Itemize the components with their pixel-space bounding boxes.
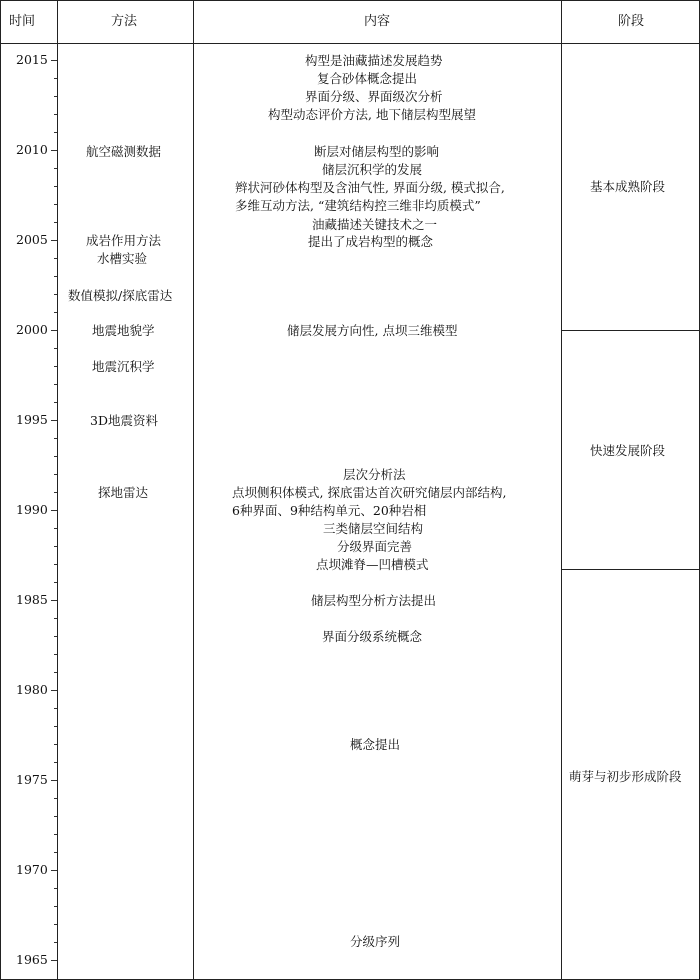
major-tick: [51, 690, 57, 691]
year-label: 1990: [16, 502, 48, 517]
minor-tick: [54, 114, 57, 115]
minor-tick: [54, 348, 57, 349]
content-item: 辫状河砂体构型及含油气性, 界面分级, 模式拟合,: [235, 180, 505, 195]
major-tick: [51, 960, 57, 961]
content-item: 概念提出: [350, 737, 401, 752]
major-tick: [51, 780, 57, 781]
content-item: 分级序列: [350, 934, 401, 949]
minor-tick: [54, 924, 57, 925]
minor-tick: [54, 168, 57, 169]
content-item: 分级界面完善: [337, 539, 413, 554]
minor-tick: [54, 546, 57, 547]
content-item: 储层发展方向性, 点坝三维模型: [287, 323, 458, 338]
minor-tick: [54, 456, 57, 457]
minor-tick: [54, 816, 57, 817]
method-item: 航空磁测数据: [86, 144, 162, 159]
minor-tick: [54, 186, 57, 187]
stage-label: 基本成熟阶段: [590, 179, 666, 194]
content-item: 复合砂体概念提出: [317, 71, 418, 86]
major-tick: [51, 60, 57, 61]
content-item: 油藏描述关键技术之一: [312, 217, 438, 232]
year-label: 1970: [16, 862, 48, 877]
method-item: 水槽实验: [97, 251, 148, 266]
major-tick: [51, 600, 57, 601]
content-item: 三类储层空间结构: [323, 521, 424, 536]
column-divider-content: [561, 0, 562, 980]
year-label: 2015: [16, 52, 48, 67]
header-stage: 阶段: [618, 14, 645, 29]
content-item: 界面分级、界面级次分析: [305, 89, 443, 104]
header-method: 方法: [111, 14, 138, 29]
column-divider-method: [193, 0, 194, 980]
minor-tick: [54, 582, 57, 583]
header-content: 内容: [364, 14, 391, 29]
minor-tick: [54, 852, 57, 853]
content-item: 提出了成岩构型的概念: [308, 234, 434, 249]
minor-tick: [54, 654, 57, 655]
minor-tick: [54, 798, 57, 799]
year-label: 2000: [16, 322, 48, 337]
minor-tick: [54, 762, 57, 763]
minor-tick: [54, 294, 57, 295]
minor-tick: [54, 384, 57, 385]
content-item: 6种界面、9种结构单元、20种岩相: [232, 503, 427, 518]
minor-tick: [54, 366, 57, 367]
minor-tick: [54, 492, 57, 493]
content-item: 多维互动方法, “建筑结构控三维非均质模式”: [235, 198, 481, 213]
major-tick: [51, 420, 57, 421]
minor-tick: [54, 276, 57, 277]
minor-tick: [54, 222, 57, 223]
year-label: 2010: [16, 142, 48, 157]
year-label: 1965: [16, 952, 48, 967]
year-label: 1975: [16, 772, 48, 787]
major-tick: [51, 330, 57, 331]
minor-tick: [54, 474, 57, 475]
stage-divider-1: [561, 330, 700, 331]
content-item: 构型动态评价方法, 地下储层构型展望: [268, 107, 476, 122]
year-label: 1980: [16, 682, 48, 697]
minor-tick: [54, 708, 57, 709]
minor-tick: [54, 402, 57, 403]
table-border-left: [0, 0, 1, 980]
major-tick: [51, 240, 57, 241]
major-tick: [51, 870, 57, 871]
minor-tick: [54, 564, 57, 565]
minor-tick: [54, 438, 57, 439]
content-item: 储层沉积学的发展: [322, 162, 423, 177]
minor-tick: [54, 132, 57, 133]
content-item: 界面分级系统概念: [322, 629, 423, 644]
minor-tick: [54, 78, 57, 79]
header-time: 时间: [9, 14, 36, 29]
method-item: 探地雷达: [98, 485, 149, 500]
minor-tick: [54, 906, 57, 907]
minor-tick: [54, 636, 57, 637]
minor-tick: [54, 204, 57, 205]
stage-divider-2: [561, 569, 700, 570]
minor-tick: [54, 942, 57, 943]
header-divider: [0, 43, 700, 44]
minor-tick: [54, 726, 57, 727]
minor-tick: [54, 888, 57, 889]
method-item: 地震地貌学: [92, 323, 155, 338]
minor-tick: [54, 834, 57, 835]
content-item: 储层构型分析方法提出: [311, 593, 437, 608]
method-item: 3D地震资料: [90, 413, 158, 428]
content-item: 层次分析法: [343, 467, 406, 482]
minor-tick: [54, 258, 57, 259]
method-item: 数值模拟/探底雷达: [68, 288, 173, 303]
major-tick: [51, 510, 57, 511]
content-item: 点坝侧积体模式, 探底雷达首次研究储层内部结构,: [232, 485, 507, 500]
year-label: 2005: [16, 232, 48, 247]
content-item: 点坝滩脊—凹槽模式: [316, 557, 429, 572]
minor-tick: [54, 618, 57, 619]
minor-tick: [54, 96, 57, 97]
minor-tick: [54, 672, 57, 673]
minor-tick: [54, 744, 57, 745]
table-border-top: [0, 0, 700, 1]
year-label: 1985: [16, 592, 48, 607]
year-label: 1995: [16, 412, 48, 427]
stage-label: 萌芽与初步形成阶段: [569, 769, 682, 784]
method-item: 地震沉积学: [92, 359, 155, 374]
major-tick: [51, 150, 57, 151]
minor-tick: [54, 528, 57, 529]
method-item: 成岩作用方法: [86, 233, 162, 248]
content-item: 构型是油藏描述发展趋势: [305, 53, 443, 68]
stage-label: 快速发展阶段: [590, 443, 666, 458]
minor-tick: [54, 312, 57, 313]
column-divider-time: [57, 0, 58, 980]
content-item: 断层对储层构型的影响: [314, 144, 440, 159]
